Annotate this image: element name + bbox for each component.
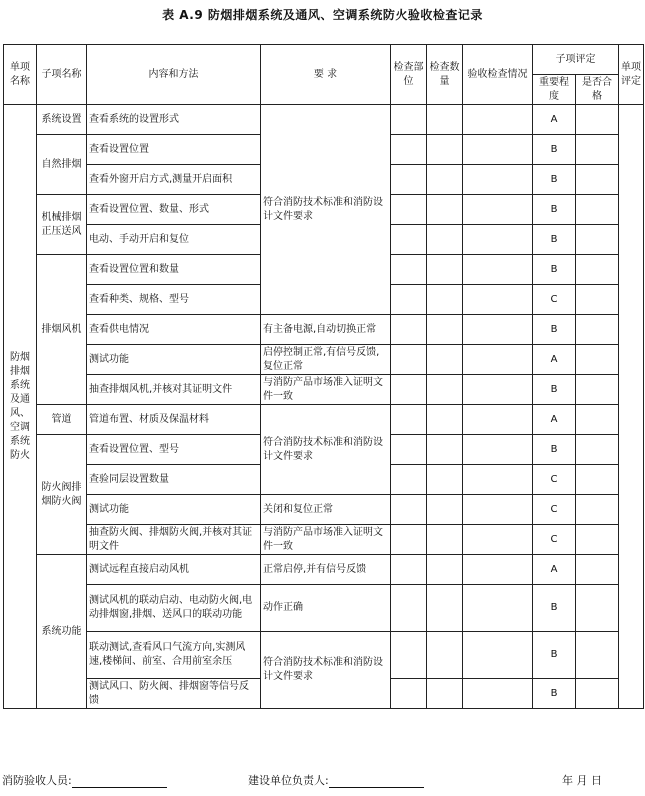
check-qty-cell[interactable] bbox=[427, 585, 463, 632]
requirement-cell: 关闭和复位正常 bbox=[261, 495, 391, 525]
subitem-function: 系统功能 bbox=[37, 555, 87, 709]
header-sub-name: 子项名称 bbox=[37, 45, 87, 105]
subitem-mechanical: 机械排烟正压送风 bbox=[37, 195, 87, 255]
check-qty-cell[interactable] bbox=[427, 315, 463, 345]
content-cell: 联动测试,查看风口气流方向,实测风速,楼梯间、前室、合用前室余压 bbox=[87, 632, 261, 679]
check-qty-cell[interactable] bbox=[427, 105, 463, 135]
qualified-cell[interactable] bbox=[576, 632, 619, 679]
qualified-cell[interactable] bbox=[576, 195, 619, 225]
unit-eval-cell[interactable] bbox=[619, 105, 644, 709]
situation-cell[interactable] bbox=[463, 375, 533, 405]
situation-cell[interactable] bbox=[463, 555, 533, 585]
content-cell: 抽查排烟风机,并核对其证明文件 bbox=[87, 375, 261, 405]
header-content: 内容和方法 bbox=[87, 45, 261, 105]
qualified-cell[interactable] bbox=[576, 585, 619, 632]
importance-cell: B bbox=[533, 315, 576, 345]
check-qty-cell[interactable] bbox=[427, 632, 463, 679]
situation-cell[interactable] bbox=[463, 405, 533, 435]
check-qty-cell[interactable] bbox=[427, 405, 463, 435]
check-part-cell[interactable] bbox=[391, 555, 427, 585]
content-cell: 测试功能 bbox=[87, 345, 261, 375]
importance-cell: C bbox=[533, 465, 576, 495]
situation-cell[interactable] bbox=[463, 255, 533, 285]
builder-signature bbox=[248, 772, 424, 788]
header-importance: 重要程度 bbox=[533, 75, 576, 105]
importance-cell: A bbox=[533, 555, 576, 585]
inspector-signature bbox=[2, 772, 167, 788]
qualified-cell[interactable] bbox=[576, 105, 619, 135]
importance-cell: C bbox=[533, 495, 576, 525]
check-part-cell[interactable] bbox=[391, 405, 427, 435]
situation-cell[interactable] bbox=[463, 135, 533, 165]
requirement-cell: 符合消防技术标准和消防设计文件要求 bbox=[261, 105, 391, 315]
situation-cell[interactable] bbox=[463, 495, 533, 525]
importance-cell: B bbox=[533, 375, 576, 405]
qualified-cell[interactable] bbox=[576, 255, 619, 285]
importance-cell: B bbox=[533, 632, 576, 679]
content-cell: 查看外窗开启方式,测量开启面积 bbox=[87, 165, 261, 195]
qualified-cell[interactable] bbox=[576, 225, 619, 255]
requirement-cell: 符合消防技术标准和消防设计文件要求 bbox=[261, 405, 391, 495]
subitem-fan: 排烟风机 bbox=[37, 255, 87, 405]
header-sub-eval: 子项评定 bbox=[533, 45, 619, 75]
inspector-signature-line[interactable] bbox=[72, 775, 167, 788]
situation-cell[interactable] bbox=[463, 632, 533, 679]
requirement-cell: 正常启停,并有信号反馈 bbox=[261, 555, 391, 585]
requirement-cell: 动作正确 bbox=[261, 585, 391, 632]
importance-cell: C bbox=[533, 525, 576, 555]
check-part-cell[interactable] bbox=[391, 585, 427, 632]
header-situation: 验收检查情况 bbox=[463, 45, 533, 105]
qualified-cell[interactable] bbox=[576, 315, 619, 345]
situation-cell[interactable] bbox=[463, 165, 533, 195]
qualified-cell[interactable] bbox=[576, 165, 619, 195]
importance-cell: C bbox=[533, 285, 576, 315]
requirement-cell: 与消防产品市场准入证明文件一致 bbox=[261, 375, 391, 405]
content-cell: 测试风机的联动启动、电动防火阀,电动排烟窗,排烟、送风口的联动功能 bbox=[87, 585, 261, 632]
document-title: 表 A.9 防烟排烟系统及通风、空调系统防火验收检查记录 bbox=[162, 8, 483, 22]
situation-cell[interactable] bbox=[463, 195, 533, 225]
qualified-cell[interactable] bbox=[576, 465, 619, 495]
importance-cell: B bbox=[533, 225, 576, 255]
check-qty-cell[interactable] bbox=[427, 375, 463, 405]
qualified-cell[interactable] bbox=[576, 495, 619, 525]
situation-cell[interactable] bbox=[463, 105, 533, 135]
subitem-system-setting: 系统设置 bbox=[37, 105, 87, 135]
qualified-cell[interactable] bbox=[576, 285, 619, 315]
check-part-cell[interactable] bbox=[391, 105, 427, 135]
qualified-cell[interactable] bbox=[576, 375, 619, 405]
signature-footer bbox=[2, 770, 643, 790]
check-part-cell[interactable] bbox=[391, 255, 427, 285]
check-part-cell[interactable] bbox=[391, 165, 427, 195]
content-cell: 查看供电情况 bbox=[87, 315, 261, 345]
check-qty-cell[interactable] bbox=[427, 345, 463, 375]
content-cell: 查看种类、规格、型号 bbox=[87, 285, 261, 315]
check-part-cell[interactable] bbox=[391, 315, 427, 345]
qualified-cell[interactable] bbox=[576, 405, 619, 435]
check-part-cell[interactable] bbox=[391, 465, 427, 495]
content-cell: 查看设置位置、数量、形式 bbox=[87, 195, 261, 225]
check-part-cell[interactable] bbox=[391, 495, 427, 525]
importance-cell: B bbox=[533, 585, 576, 632]
check-qty-cell[interactable] bbox=[427, 465, 463, 495]
check-qty-cell[interactable] bbox=[427, 195, 463, 225]
content-cell: 测试远程直接启动风机 bbox=[87, 555, 261, 585]
subitem-natural: 自然排烟 bbox=[37, 135, 87, 195]
check-part-cell[interactable] bbox=[391, 435, 427, 465]
check-part-cell[interactable] bbox=[391, 195, 427, 225]
header-unit-name: 单项名称 bbox=[4, 45, 37, 105]
inspector-label: 消防验收人员: bbox=[2, 774, 72, 787]
importance-cell: B bbox=[533, 195, 576, 225]
importance-cell: B bbox=[533, 435, 576, 465]
check-qty-cell[interactable] bbox=[427, 495, 463, 525]
check-qty-cell[interactable] bbox=[427, 255, 463, 285]
content-cell: 测试功能 bbox=[87, 495, 261, 525]
content-cell: 查看设置位置 bbox=[87, 135, 261, 165]
check-qty-cell[interactable] bbox=[427, 679, 463, 709]
check-qty-cell[interactable] bbox=[427, 555, 463, 585]
importance-cell: A bbox=[533, 405, 576, 435]
header-unit-eval: 单项评定 bbox=[619, 45, 644, 105]
content-cell: 查验同层设置数量 bbox=[87, 465, 261, 495]
situation-cell[interactable] bbox=[463, 585, 533, 632]
qualified-cell[interactable] bbox=[576, 345, 619, 375]
qualified-cell[interactable] bbox=[576, 679, 619, 709]
check-part-cell[interactable] bbox=[391, 375, 427, 405]
builder-label: 建设单位负责人: bbox=[248, 774, 329, 787]
importance-cell: B bbox=[533, 679, 576, 709]
check-qty-cell[interactable] bbox=[427, 525, 463, 555]
importance-cell: B bbox=[533, 255, 576, 285]
content-cell: 管道布置、材质及保温材料 bbox=[87, 405, 261, 435]
header-check-qty: 检查数量 bbox=[427, 45, 463, 105]
builder-signature-line[interactable] bbox=[329, 775, 424, 788]
subitem-damper: 防火阀排烟防火阀 bbox=[37, 435, 87, 555]
header-qualified: 是否合格 bbox=[576, 75, 619, 105]
situation-cell[interactable] bbox=[463, 465, 533, 495]
check-part-cell[interactable] bbox=[391, 679, 427, 709]
requirement-cell: 有主备电源,自动切换正常 bbox=[261, 315, 391, 345]
content-cell: 查看设置位置和数量 bbox=[87, 255, 261, 285]
content-cell: 查看系统的设置形式 bbox=[87, 105, 261, 135]
requirement-cell: 启停控制正常,有信号反馈,复位正常 bbox=[261, 345, 391, 375]
check-qty-cell[interactable] bbox=[427, 135, 463, 165]
check-part-cell[interactable] bbox=[391, 632, 427, 679]
qualified-cell[interactable] bbox=[576, 525, 619, 555]
unit-name-cell: 防烟排烟系统及通风、空调系统防火 bbox=[4, 105, 37, 709]
situation-cell[interactable] bbox=[463, 435, 533, 465]
check-qty-cell[interactable] bbox=[427, 225, 463, 255]
date-label: 年 月 日 bbox=[562, 774, 602, 787]
inspection-table bbox=[3, 44, 644, 709]
check-part-cell[interactable] bbox=[391, 285, 427, 315]
check-part-cell[interactable] bbox=[391, 225, 427, 255]
importance-cell: B bbox=[533, 135, 576, 165]
situation-cell[interactable] bbox=[463, 225, 533, 255]
qualified-cell[interactable] bbox=[576, 555, 619, 585]
header-check-part: 检查部位 bbox=[391, 45, 427, 105]
importance-cell: B bbox=[533, 165, 576, 195]
qualified-cell[interactable] bbox=[576, 435, 619, 465]
importance-cell: A bbox=[533, 345, 576, 375]
content-cell: 测试风口、防火阀、排烟窗等信号反馈 bbox=[87, 679, 261, 709]
requirement-cell: 与消防产品市场准入证明文件一致 bbox=[261, 525, 391, 555]
situation-cell[interactable] bbox=[463, 525, 533, 555]
check-qty-cell[interactable] bbox=[427, 435, 463, 465]
header-requirement: 要 求 bbox=[261, 45, 391, 105]
situation-cell[interactable] bbox=[463, 679, 533, 709]
subitem-duct: 管道 bbox=[37, 405, 87, 435]
content-cell: 抽查防火阀、排烟防火阀,并核对其证明文件 bbox=[87, 525, 261, 555]
check-qty-cell[interactable] bbox=[427, 285, 463, 315]
content-cell: 电动、手动开启和复位 bbox=[87, 225, 261, 255]
importance-cell: A bbox=[533, 105, 576, 135]
check-part-cell[interactable] bbox=[391, 345, 427, 375]
situation-cell[interactable] bbox=[463, 285, 533, 315]
requirement-cell: 符合消防技术标准和消防设计文件要求 bbox=[261, 632, 391, 709]
situation-cell[interactable] bbox=[463, 315, 533, 345]
situation-cell[interactable] bbox=[463, 345, 533, 375]
qualified-cell[interactable] bbox=[576, 135, 619, 165]
check-part-cell[interactable] bbox=[391, 135, 427, 165]
check-qty-cell[interactable] bbox=[427, 165, 463, 195]
check-part-cell[interactable] bbox=[391, 525, 427, 555]
content-cell: 查看设置位置、型号 bbox=[87, 435, 261, 465]
